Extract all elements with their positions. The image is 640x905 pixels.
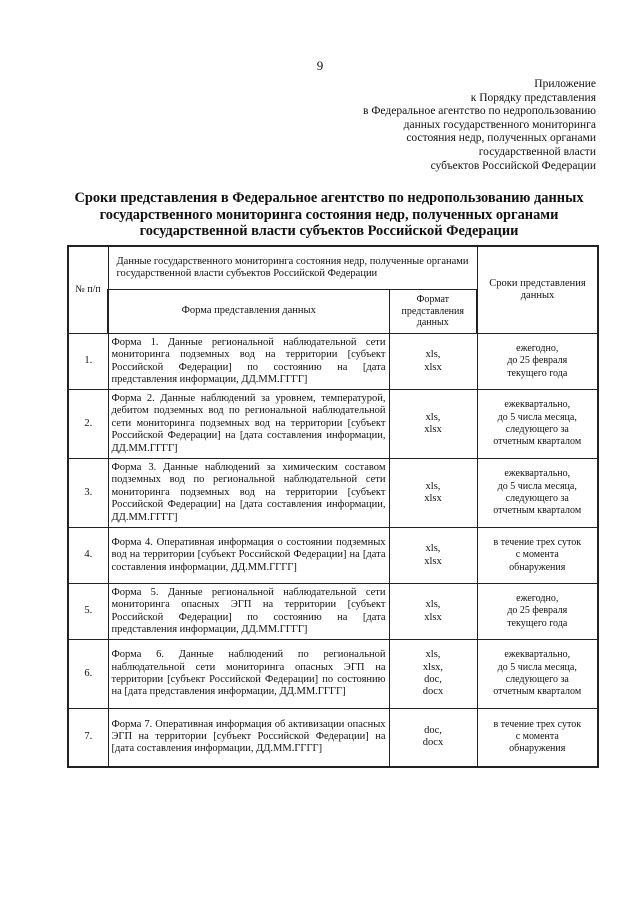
format-cell	[389, 334, 477, 390]
appendix-line: данных государственного мониторинга	[403, 118, 596, 131]
form-description: Форма 1. Данные региональной наблюдательной сети мониторинга подземных вод на территории [субъект Российской Федерации] по состоянию на [дата представления информации, ДД.ММ.ГГГГ]	[108, 334, 389, 390]
terms-line: до 5 числа месяца,	[497, 661, 577, 673]
terms-line: в течение трех суток	[493, 536, 582, 548]
format-value: xls,	[425, 543, 441, 555]
row-number: 3.	[68, 459, 108, 528]
format-value: xlsx	[424, 611, 442, 623]
row-number: 6.	[68, 640, 108, 709]
table-row	[68, 528, 598, 584]
form-description: Форма 5. Данные региональной наблюдательной сети мониторинга опасных ЭГП на территории [субъект Российской Федерации] по состоянию на [дата представления информации, ДД.ММ.ГГГГ]	[108, 584, 389, 640]
form-description: Форма 7. Оперативная информация об активизации опасных ЭГП на территории [субъект Российской Федерации] на [дата составления информации, ДД.ММ.ГГГГ]	[108, 709, 389, 767]
row-number: 1.	[68, 334, 108, 390]
table-row	[68, 640, 598, 709]
format-cell	[389, 528, 477, 584]
terms-line: до 25 февраля	[507, 355, 568, 367]
terms-line: с момента	[515, 731, 559, 743]
terms-line: следующего за	[505, 493, 569, 504]
title-line: государственной власти субъектов Российской Федерации	[139, 223, 519, 239]
appendix-line: субъектов Российской Федерации	[430, 159, 596, 172]
format-value: xlsx	[424, 361, 442, 373]
row-number: 7.	[68, 709, 108, 767]
terms-line: до 5 числа месяца,	[497, 411, 577, 423]
terms-line: отчетным кварталом	[493, 436, 582, 448]
terms-line: следующего за	[505, 424, 569, 435]
terms-line: текущего года	[507, 367, 568, 379]
row-number: 4.	[68, 528, 108, 584]
format-cell	[389, 584, 477, 640]
deadlines-table	[67, 245, 599, 768]
terms-line: обнаружения	[509, 743, 566, 755]
terms-line: до 25 февраля	[507, 605, 568, 617]
format-value: xls,	[425, 349, 441, 361]
terms-line: ежегодно,	[516, 342, 559, 354]
format-value: xlsx,	[422, 661, 444, 673]
header-data-group: Данные государственного мониторинга состояния недр, полученные органами государственной власти субъектов Российской Федерации	[108, 246, 477, 290]
form-description: Форма 4. Оперативная информация о состоянии подземных вод на территории [субъект Российской Федерации] на [дата составления информации, ДД.ММ.ГГГГ]	[108, 528, 389, 584]
format-value: docx	[422, 737, 444, 749]
appendix-line: в Федеральное агентство по недропользованию	[363, 105, 596, 118]
format-cell	[389, 709, 477, 767]
terms-line: ежеквартально,	[504, 468, 571, 480]
row-number: 5.	[68, 584, 108, 640]
format-value: docx	[422, 686, 444, 698]
table-row	[68, 459, 598, 528]
terms-line: ежеквартально,	[504, 649, 571, 661]
terms-line: ежеквартально,	[504, 399, 571, 411]
format-cell	[389, 459, 477, 528]
appendix-line: государственной власти	[478, 145, 596, 158]
document-title	[60, 190, 598, 240]
format-value: xls,	[425, 411, 441, 423]
header-terms: Сроки представления данных	[477, 246, 598, 334]
terms-cell	[477, 584, 598, 640]
page-number: 9	[316, 58, 324, 73]
header-format: Формат представления данных	[389, 290, 477, 334]
terms-line: в течение трех суток	[493, 718, 582, 730]
row-number: 2.	[68, 390, 108, 459]
table-row	[68, 334, 598, 390]
header-number: № п/п	[68, 246, 108, 334]
format-value: xls,	[425, 599, 441, 611]
terms-line: обнаружения	[509, 561, 566, 573]
table-row	[68, 584, 598, 640]
appendix-line: к Порядку представления	[470, 91, 596, 104]
terms-line: отчетным кварталом	[493, 686, 582, 698]
format-value: xlsx	[424, 555, 442, 567]
title-line: государственного мониторинга состояния недр, полученных органами	[99, 206, 559, 223]
format-cell	[389, 640, 477, 709]
format-value: xlsx	[424, 493, 442, 504]
appendix-block	[296, 78, 596, 173]
table-row	[68, 709, 598, 767]
terms-cell	[477, 709, 598, 767]
table-row	[68, 390, 598, 459]
title-line: Сроки представления в Федеральное агентство по недропользованию данных	[74, 190, 584, 206]
format-value: xls,	[425, 480, 441, 492]
terms-cell	[477, 640, 598, 709]
header-form: Форма представления данных	[108, 290, 389, 334]
appendix-line: состояния недр, полученных органами	[406, 132, 596, 145]
terms-line: до 5 числа месяца,	[497, 480, 577, 492]
format-value: xls,	[425, 649, 441, 661]
form-description: Форма 3. Данные наблюдений за химическим составом подземных вод по региональной наблюдательной сети мониторинга подземных вод на территории [субъект Российской Федерации] на [дата составления информации, ДД.ММ.ГГГГ]	[108, 459, 389, 528]
terms-line: ежегодно,	[516, 592, 559, 604]
format-value: doc,	[424, 674, 442, 685]
form-description: Форма 6. Данные наблюдений по региональной наблюдательной сети мониторинга опасных ЭГП на территории [субъект Российской Федерации] по состоянию на [дата представления информации, ДД.ММ.ГГГГ]	[108, 640, 389, 709]
format-value: xlsx	[424, 424, 442, 435]
terms-line: следующего за	[505, 674, 569, 685]
terms-cell	[477, 528, 598, 584]
terms-cell	[477, 334, 598, 390]
format-value: doc,	[424, 724, 442, 736]
terms-line: текущего года	[507, 617, 568, 629]
terms-cell	[477, 459, 598, 528]
terms-cell	[477, 390, 598, 459]
format-cell	[389, 390, 477, 459]
terms-line: с момента	[515, 549, 559, 561]
form-description: Форма 2. Данные наблюдений за уровнем, температурой, дебитом подземных вод по региональной наблюдательной сети мониторинга подземных вод на территории [субъект Российской Федерации] на [дата составления информации, ДД.ММ.ГГГГ]	[108, 390, 389, 459]
terms-line: отчетным кварталом	[493, 505, 582, 517]
appendix-line: Приложение	[534, 78, 596, 90]
